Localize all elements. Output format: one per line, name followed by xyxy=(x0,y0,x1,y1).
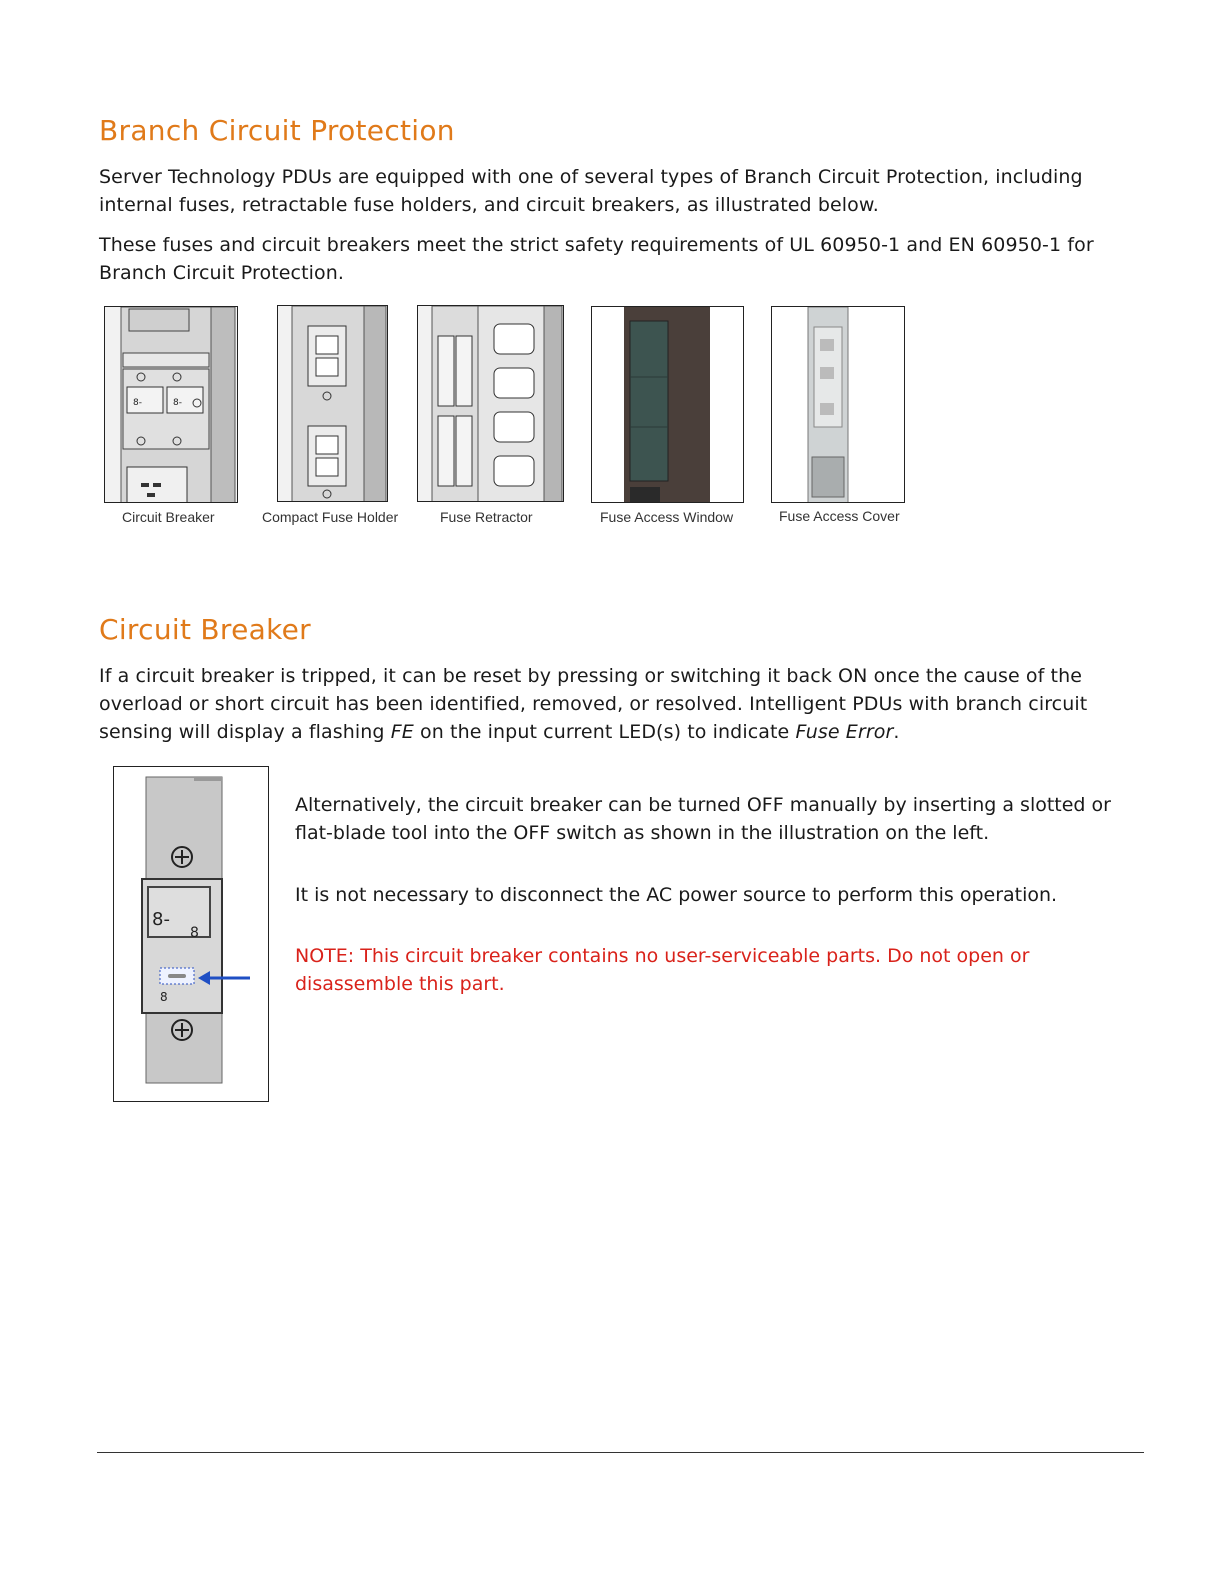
fuse-error-text: Fuse Error xyxy=(795,721,894,743)
circuit-breaker-illustration xyxy=(105,307,238,503)
fuse-retractor-illustration xyxy=(418,306,564,502)
svg-text:8: 8 xyxy=(190,925,199,941)
caption-fuse-access-window: Fuse Access Window xyxy=(600,509,734,525)
fuse-access-cover-figure xyxy=(771,306,905,503)
text-part: . xyxy=(893,721,900,743)
fe-text: FE xyxy=(390,721,414,743)
fuse-access-window-illustration xyxy=(592,307,744,503)
svg-text:8: 8 xyxy=(160,990,168,1004)
warning-note xyxy=(295,942,1135,998)
no-disconnect-note: It is not necessary to disconnect the AC power source to perform this operation. xyxy=(295,884,1058,906)
fuse-access-window-figure xyxy=(591,306,744,503)
caption-fuse-access-cover: Fuse Access Cover xyxy=(779,508,900,524)
note-text: This circuit breaker contains no user-serviceable parts. Do not open or disassemble this part. xyxy=(295,945,1030,995)
text-part: on the input current LED(s) to indicate xyxy=(413,721,796,743)
svg-text:8-: 8- xyxy=(152,909,170,930)
compact-fuse-holder-figure xyxy=(277,305,388,502)
intro-paragraph: Server Technology PDUs are equipped with one of several types of Branch Circuit Protection, including internal fuses, retractable fuse holders, and circuit breakers, as illustrated below. xyxy=(99,166,1083,216)
circuit-breaker-paragraph xyxy=(99,662,1109,746)
breaker-off-switch-illustration xyxy=(114,767,269,1102)
caption-circuit-breaker: Circuit Breaker xyxy=(122,509,215,525)
circuit-breaker-figure xyxy=(104,306,238,503)
safety-paragraph: These fuses and circuit breakers meet the strict safety requirements of UL 60950-1 and EN 60950-1 for Branch Circuit Protection. xyxy=(99,234,1094,284)
svg-text:8-: 8- xyxy=(133,398,142,408)
breaker-off-switch-figure xyxy=(113,766,269,1102)
fuse-retractor-figure xyxy=(417,305,564,502)
fuse-access-cover-illustration xyxy=(772,307,905,503)
text-part: If a circuit breaker is tripped, it can be reset by pressing or switching it back ON once the cause of the overload or short circuit has been identified, removed, or resolved. Intelligent PDUs with branch circuit sensing will display a flashing xyxy=(99,665,1088,743)
note-label: NOTE: xyxy=(295,945,355,967)
caption-fuse-retractor: Fuse Retractor xyxy=(440,509,533,525)
section-heading-branch-circuit-protection: Branch Circuit Protection xyxy=(99,114,455,147)
section-heading-circuit-breaker: Circuit Breaker xyxy=(99,613,311,646)
caption-compact-fuse-holder: Compact Fuse Holder xyxy=(262,509,399,525)
svg-text:8-: 8- xyxy=(173,398,182,408)
off-switch-instructions: Alternatively, the circuit breaker can be turned OFF manually by inserting a slotted or flat-blade tool into the OFF switch as shown in the illustration on the left. xyxy=(295,794,1111,844)
footer-rule xyxy=(97,1452,1144,1453)
compact-fuse-holder-illustration xyxy=(278,306,388,502)
